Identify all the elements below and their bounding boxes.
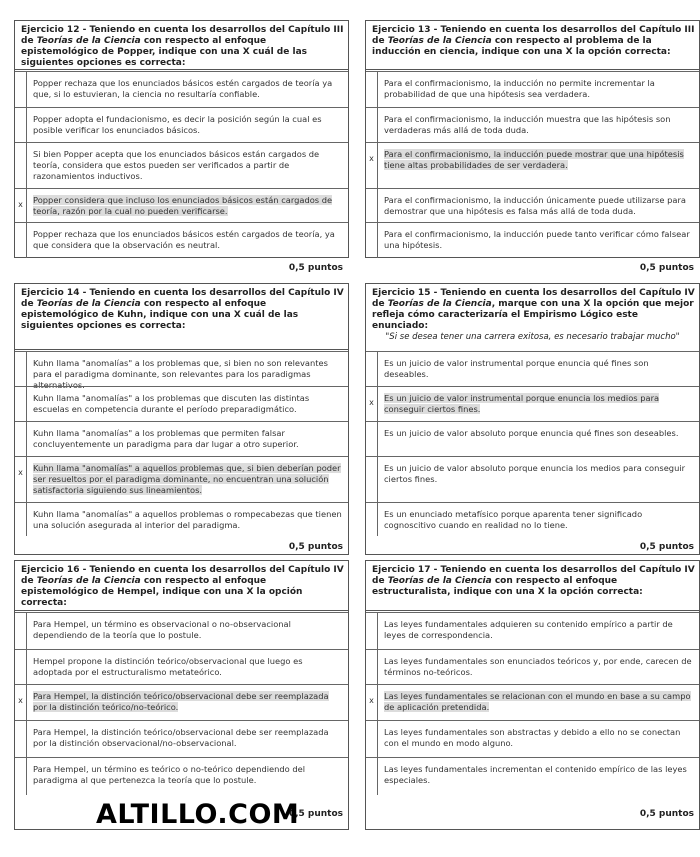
exercise-15-points: 0,5 puntos xyxy=(639,542,694,552)
answer-mark[interactable] xyxy=(366,72,378,107)
option-text-content: Kuhn llama "anomalías" a los problemas que discuten las distintas escuelas en competencia durante el período preparadigmático. xyxy=(33,393,310,414)
q12-option-3[interactable] xyxy=(15,142,348,188)
exercise-16 xyxy=(14,560,349,830)
exercise-14 xyxy=(14,283,349,555)
exercise-12-heading: Ejercicio 12 - Teniendo en cuenta los desarrollos del Capítulo III de Teorías de la Ciencia con respecto al enfoque epistemológico de Popper, indique con una X cuál de las siguientes opciones es correcta: xyxy=(15,21,348,70)
option-text-content: Es un juicio de valor absoluto porque enuncia qué fines son deseables. xyxy=(384,428,679,438)
q16-option-1[interactable] xyxy=(15,612,348,649)
exercise-13-points: 0,5 puntos xyxy=(639,263,694,273)
option-text-content: Si bien Popper acepta que los enunciados básicos están cargados de teoría, considera que estos pueden ser verificados a partir de razonamientos inductivos. xyxy=(33,149,320,181)
q14-option-3[interactable] xyxy=(15,421,348,456)
option-text-content: Para el confirmacionismo, la inducción puede mostrar que una hipótesis tiene altas probabilidades de ser verdadera. xyxy=(384,149,684,170)
option-text xyxy=(33,195,342,217)
option-text-content: Las leyes fundamentales son abstractas y debido a ello no se conectan con el mundo en modo alguno. xyxy=(384,727,681,748)
exercise-13-heading: Ejercicio 13 - Teniendo en cuenta los desarrollos del Capítulo III de Teorías de la Ciencia con respecto al problema de la inducción en ciencia, indique con una X la opción correcta: xyxy=(366,21,699,70)
answer-mark[interactable] xyxy=(366,223,378,258)
exercise-15-quote: "Si se desea tener una carrera exitosa, es necesario trabajar mucho" xyxy=(385,332,680,342)
answer-mark[interactable] xyxy=(366,352,378,386)
answer-mark[interactable] xyxy=(15,422,27,456)
q13-option-3[interactable] xyxy=(366,142,699,188)
exercise-12-points: 0,5 puntos xyxy=(288,263,343,273)
answer-mark[interactable] xyxy=(15,503,27,536)
answer-mark[interactable] xyxy=(15,387,27,421)
exercise-13 xyxy=(365,20,700,258)
option-text-content: Es un enunciado metafísico porque aparenta tener significado cognoscitivo cuando en realidad no lo tiene. xyxy=(384,509,643,530)
option-text xyxy=(33,656,342,678)
q12-option-1[interactable] xyxy=(15,71,348,107)
option-text xyxy=(33,428,342,450)
option-text-content: Para Hempel, la distinción teórico/observacional debe ser reemplazada por la distinción observacional/no-observacional. xyxy=(33,727,329,748)
option-text-content: Para el confirmacionismo, la inducción muestra que las hipótesis son verdaderas más allá de toda duda. xyxy=(384,114,671,135)
answer-mark[interactable] xyxy=(366,457,378,502)
answer-mark[interactable]: x xyxy=(366,387,378,421)
option-text xyxy=(33,229,342,251)
answer-mark[interactable]: x xyxy=(366,685,378,720)
option-text-content: Para el confirmacionismo, la inducción no permite incrementar la probabilidad de que una hipótesis sea verdadera. xyxy=(384,78,655,99)
option-text xyxy=(33,463,342,496)
q13-option-4[interactable] xyxy=(366,188,699,222)
option-text xyxy=(384,358,693,380)
option-text-content: Kuhn llama "anomalías" a los problemas que, si bien no son relevantes para el paradigma dominante, son relevantes para los paradigmas alternativos. xyxy=(33,358,328,390)
option-text-content: Las leyes fundamentales son enunciados teóricos y, por ende, carecen de términos no-teóricos. xyxy=(384,656,692,677)
option-text-content: Para Hempel, la distinción teórico/observacional debe ser reemplazada por la distinción teórico/no-teórico. xyxy=(33,691,329,712)
option-text-content: Popper adopta el fundacionismo, es decir la posición según la cual es posible verificar los enunciados básicos. xyxy=(33,114,322,135)
option-text-content: Kuhn llama "anomalías" a aquellos problemas que, si bien deberían poder ser resueltos por el paradigma dominante, no encuentran una solución satisfactoria siguiendo sus lineamientos. xyxy=(33,463,341,495)
option-text-content: Las leyes fundamentales incrementan el contenido empírico de las leyes especiales. xyxy=(384,764,687,785)
option-text xyxy=(384,229,693,251)
q16-option-4[interactable] xyxy=(15,720,348,757)
answer-mark[interactable] xyxy=(15,758,27,795)
option-text xyxy=(33,619,342,641)
option-text-content: Es un juicio de valor instrumental porque enuncia los medios para conseguir ciertos fines. xyxy=(384,393,660,414)
option-text xyxy=(384,393,693,415)
option-text xyxy=(33,149,342,182)
q17-option-3[interactable] xyxy=(366,684,699,720)
q14-option-2[interactable] xyxy=(15,386,348,421)
q13-option-1[interactable] xyxy=(366,71,699,107)
answer-mark[interactable]: x xyxy=(15,457,27,502)
answer-mark[interactable] xyxy=(15,72,27,107)
answer-mark[interactable] xyxy=(366,613,378,649)
option-text xyxy=(33,78,342,100)
answer-mark[interactable] xyxy=(366,422,378,456)
exercise-16-heading: Ejercicio 16 - Teniendo en cuenta los desarrollos del Capítulo IV de Teorías de la Ciencia con respecto al enfoque epistemológico de Hempel, indique con una X la opción correcta: xyxy=(15,561,348,611)
option-text xyxy=(33,509,342,531)
q16-option-3[interactable] xyxy=(15,684,348,720)
q16-option-2[interactable] xyxy=(15,649,348,684)
option-text-content: Popper rechaza que los enunciados básicos estén cargados de teoría, ya que considera que la observación es neutral. xyxy=(33,229,335,250)
option-text-content: Para el confirmacionismo, la inducción únicamente puede utilizarse para demostrar que una hipótesis es falsa más allá de toda duda. xyxy=(384,195,686,216)
answer-mark[interactable] xyxy=(15,352,27,386)
exercise-17-heading: Ejercicio 17 - Teniendo en cuenta los desarrollos del Capítulo IV de Teorías de la Ciencia con respecto al enfoque estructuralista, indique con una X la opción correcta: xyxy=(366,561,699,611)
answer-mark[interactable] xyxy=(15,650,27,684)
option-text xyxy=(384,195,693,217)
option-text-content: Hempel propone la distinción teórico/observacional que luego es adoptada por el estructuralismo metateórico. xyxy=(33,656,303,677)
option-text-content: Popper considera que incluso los enunciados básicos están cargados de teoría, razón por la cual no pueden verificarse. xyxy=(33,195,333,216)
q17-option-4[interactable] xyxy=(366,720,699,757)
answer-mark[interactable] xyxy=(15,108,27,142)
q14-option-1[interactable] xyxy=(15,351,348,390)
answer-mark[interactable] xyxy=(366,721,378,757)
watermark-logo: ALTILLO.COM xyxy=(96,799,300,830)
option-text xyxy=(33,114,342,136)
option-text-content: Para el confirmacionismo, la inducción puede tanto verificar cómo falsear una hipótesis. xyxy=(384,229,690,250)
option-text xyxy=(384,114,693,136)
q12-option-5[interactable] xyxy=(15,222,348,258)
option-text xyxy=(384,149,693,171)
option-text xyxy=(384,428,693,439)
q13-option-2[interactable] xyxy=(366,107,699,142)
q14-option-4[interactable] xyxy=(15,456,348,502)
option-text xyxy=(33,691,342,713)
q15-option-3[interactable] xyxy=(366,421,699,456)
exercise-15 xyxy=(365,283,700,555)
option-text-content: Las leyes fundamentales adquieren su contenido empírico a partir de leyes de correspondencia. xyxy=(384,619,673,640)
answer-mark[interactable] xyxy=(366,108,378,142)
answer-mark[interactable]: x xyxy=(366,143,378,188)
q12-option-2[interactable] xyxy=(15,107,348,142)
option-text xyxy=(384,764,693,786)
answer-mark[interactable] xyxy=(15,223,27,258)
option-text xyxy=(384,656,693,678)
option-text-content: Las leyes fundamentales se relacionan con el mundo en base a su campo de aplicación pretendida. xyxy=(384,691,691,712)
q17-option-5[interactable] xyxy=(366,757,699,795)
option-text xyxy=(384,509,693,531)
option-text-content: Es un juicio de valor instrumental porque enuncia qué fines son deseables. xyxy=(384,358,649,379)
answer-mark[interactable] xyxy=(15,721,27,757)
option-text-content: Es un juicio de valor absoluto porque enuncia los medios para conseguir ciertos fines. xyxy=(384,463,686,484)
q15-option-5[interactable] xyxy=(366,502,699,536)
exercise-17-points: 0,5 puntos xyxy=(639,809,694,819)
exercise-15-heading: Ejercicio 15 - Teniendo en cuenta los desarrollos del Capítulo IV de Teorías de la Ciencia, marque con una X la opción que mejor refleja cómo caracterizaría el Empirismo Lógico este enunciado: xyxy=(372,288,695,331)
q15-option-1[interactable] xyxy=(366,351,699,386)
option-text xyxy=(384,463,693,485)
answer-mark[interactable] xyxy=(15,143,27,188)
exercise-14-heading: Ejercicio 14 - Teniendo en cuenta los desarrollos del Capítulo IV de Teorías de la Ciencia con respecto al enfoque epistemológico de Kuhn, indique con una X cuál de las siguientes opciones es correcta: xyxy=(15,284,348,350)
option-text xyxy=(384,691,693,713)
option-text xyxy=(33,764,342,786)
answer-mark[interactable] xyxy=(366,650,378,684)
q16-option-5[interactable] xyxy=(15,757,348,795)
q15-option-2[interactable] xyxy=(366,386,699,421)
option-text-content: Para Hempel, un término es teórico o no-teórico dependiendo del paradigma al que pertenezca la teoría que lo postule. xyxy=(33,764,306,785)
option-text xyxy=(384,78,693,100)
exercise-16-points: 0,5 puntos xyxy=(288,809,343,819)
answer-mark[interactable] xyxy=(15,613,27,649)
answer-mark[interactable]: x xyxy=(15,685,27,720)
answer-mark[interactable]: x xyxy=(15,189,27,222)
answer-mark[interactable] xyxy=(366,189,378,222)
option-text xyxy=(33,393,342,415)
q14-option-5[interactable] xyxy=(15,502,348,536)
q13-option-5[interactable] xyxy=(366,222,699,258)
q17-option-2[interactable] xyxy=(366,649,699,684)
option-text-content: Para Hempel, un término es observacional o no-observacional dependiendo de la teoría que lo postule. xyxy=(33,619,291,640)
answer-mark[interactable] xyxy=(366,758,378,795)
q17-option-1[interactable] xyxy=(366,612,699,649)
q12-option-4[interactable] xyxy=(15,188,348,222)
option-text xyxy=(384,619,693,641)
answer-mark[interactable] xyxy=(366,503,378,536)
exercise-14-points: 0,5 puntos xyxy=(288,542,343,552)
option-text-content: Popper rechaza que los enunciados básicos estén cargados de teoría ya que, si lo estuvieran, la ciencia no resultaría confiable. xyxy=(33,78,333,99)
option-text-content: Kuhn llama "anomalías" a los problemas que permiten falsar concluyentemente un paradigma para dar lugar a otro superior. xyxy=(33,428,299,449)
option-text xyxy=(384,727,693,749)
q15-option-4[interactable] xyxy=(366,456,699,502)
option-text xyxy=(33,727,342,749)
exercise-17 xyxy=(365,560,700,830)
exercise-12 xyxy=(14,20,349,258)
option-text-content: Kuhn llama "anomalías" a aquellos problemas o rompecabezas que tienen una solución asegurada al interior del paradigma. xyxy=(33,509,342,530)
